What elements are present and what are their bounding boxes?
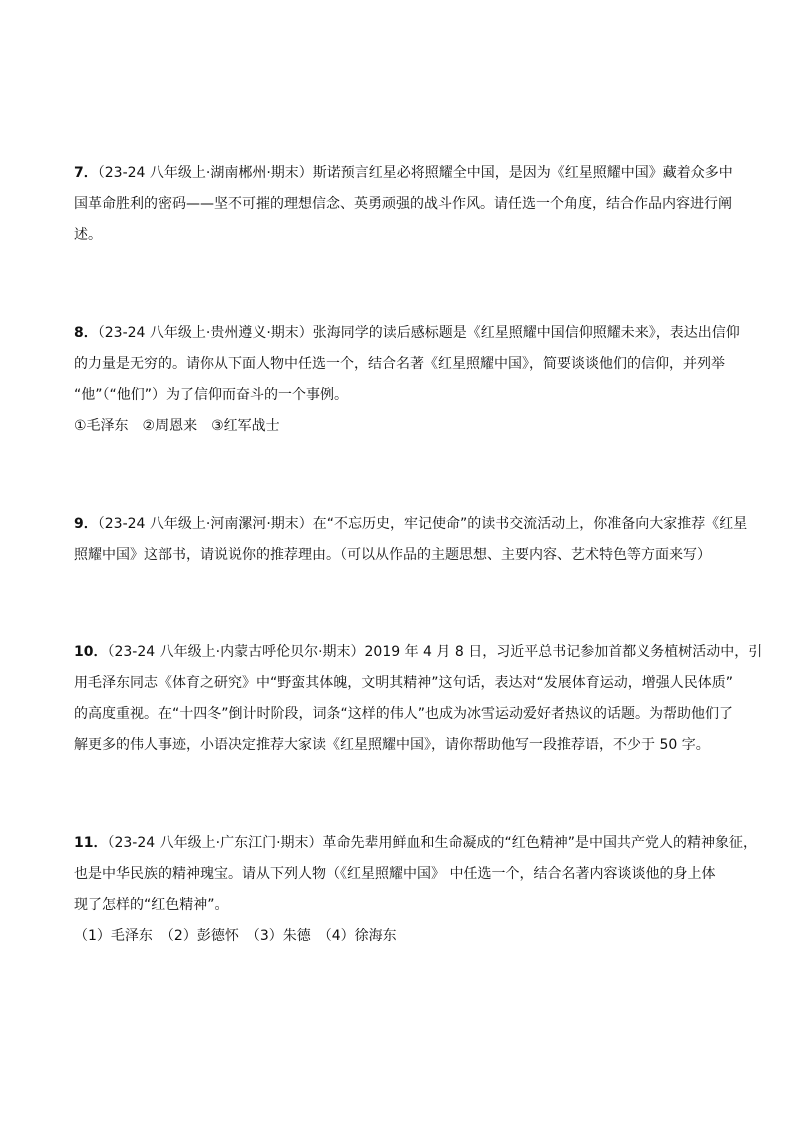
question-text: 的高度重视。在“十四冬”倒计时阶段，词条“这样的伟人”也成为冰雪运动爱好者热议的话题。为帮助他们了 bbox=[74, 706, 734, 722]
question-text: 也是中华民族的精神瑰宝。请从下列人物（《红星照耀中国》 中任选一个，结合名著内容谈谈他的身上体 bbox=[74, 866, 716, 882]
question-text: （23-24 八年级上·内蒙古呼伦贝尔·期末）2019 年 4 月 8 日，习近平总书记参加首都义务植树活动中，引 bbox=[107, 644, 763, 660]
question-text: 的力量是无穷的。请你从下面人物中任选一个，结合名著《红星照耀中国》，简要谈谈他们的信仰，并列举 bbox=[74, 356, 725, 372]
question-number: 8． bbox=[74, 325, 98, 341]
question-text: 解更多的伟人事迹，小语决定推荐大家读《红星照耀中国》，请你帮助他写一段推荐语，不少于 50 字。 bbox=[74, 737, 710, 753]
question-7 bbox=[74, 158, 733, 251]
question-text: 国革命胜利的密码——坚不可摧的理想信念、英勇顽强的战斗作风。请任选一个角度，结合作品内容进行阐 bbox=[74, 196, 732, 212]
question-line bbox=[74, 828, 758, 859]
question-number: 9． bbox=[74, 516, 98, 532]
question-text: （23-24 八年级上·河南漯河·期末）在“不忘历史，牢记使命”的读书交流活动上，你准备向大家推荐《红星 bbox=[97, 516, 748, 532]
question-options: ①毛泽东 ②周恩来 ③红军战士 bbox=[74, 418, 280, 434]
question-text: 照耀中国》这部书，请说说你的推荐理由。（可以从作品的主题思想、主要内容、艺术特色等方面来写） bbox=[74, 547, 711, 563]
question-line bbox=[74, 318, 740, 349]
question-text: 用毛泽东同志《体育之研究》中“野蛮其体魄，文明其精神”这句话，表达对“发展体育运动，增强人民体质” bbox=[74, 675, 734, 691]
question-text: （23-24 八年级上·贵州遵义·期末）张海同学的读后感标题是《红星照耀中国信仰照耀未来》，表达出信仰 bbox=[97, 325, 740, 341]
question-number: 11． bbox=[74, 835, 108, 851]
question-line bbox=[74, 158, 733, 189]
question-line bbox=[74, 637, 763, 668]
question-text: （23-24 八年级上·广东江门·期末）革命先辈用鲜血和生命凝成的“红色精神”是中国共产党人的精神象征， bbox=[107, 835, 758, 851]
question-8 bbox=[74, 318, 740, 442]
question-line bbox=[74, 509, 748, 540]
question-text: “他”（“他们”）为了信仰而奋斗的一个事例。 bbox=[74, 387, 349, 403]
question-11 bbox=[74, 828, 758, 952]
question-text: 述。 bbox=[74, 227, 102, 243]
question-options: （1）毛泽东 （2）彭德怀 （3）朱德 （4）徐海东 bbox=[74, 928, 397, 944]
question-number: 10． bbox=[74, 644, 108, 660]
question-9 bbox=[74, 509, 748, 571]
question-text: 现了怎样的“红色精神”。 bbox=[74, 897, 229, 913]
question-10 bbox=[74, 637, 763, 761]
question-number: 7． bbox=[74, 165, 98, 181]
question-text: （23-24 八年级上·湖南郴州·期末）斯诺预言红星必将照耀全中国，是因为《红星照耀中国》藏着众多中 bbox=[97, 165, 733, 181]
